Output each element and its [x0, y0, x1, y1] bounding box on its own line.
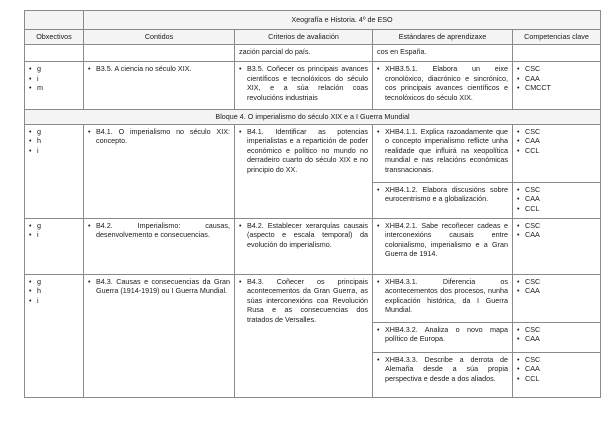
- competencia-item: • CSC: [517, 355, 596, 365]
- criterio-text: • B4.1. Identificar as potencias imperialistas e a repartición de poder económico e político no mundo no derradeiro cuarto do século XIX e no principio do XX.: [239, 127, 368, 175]
- obxectivo-item: • g: [29, 221, 79, 231]
- continuation-criterio: zación parcial do país.: [235, 45, 373, 62]
- table-row: [25, 218, 601, 274]
- table-row: [25, 62, 601, 110]
- obxectivos-cell: [25, 62, 84, 110]
- competencia-list: [517, 325, 596, 344]
- competencias-cell: [513, 322, 601, 352]
- competencia-item: • CAA: [517, 286, 596, 296]
- estandar-cell: [373, 182, 513, 218]
- estandar-text: • XHB4.1.2. Elabora discusións sobre eurocentrismo e a globalización.: [377, 185, 508, 204]
- criterio-cell: [235, 124, 373, 218]
- column-header-estandares: Estándares de aprendizaxe: [373, 30, 513, 45]
- contido-text: • B3.5. A ciencia no século XIX.: [88, 64, 230, 74]
- competencia-item: • CSC: [517, 277, 596, 287]
- obxectivos-cell: [25, 218, 84, 274]
- competencias-cell: [513, 62, 601, 110]
- competencias-cell: [513, 352, 601, 397]
- estandar-cell: [373, 62, 513, 110]
- obxectivo-list: [29, 64, 79, 93]
- criterio-cell: [235, 274, 373, 397]
- column-header-competencias: Competencias clave: [513, 30, 601, 45]
- block-header-row: [25, 110, 601, 125]
- column-header-contidos: Contidos: [84, 30, 235, 45]
- competencia-item: • CCL: [517, 374, 596, 384]
- obxectivo-item: • m: [29, 83, 79, 93]
- competencia-item: • CAA: [517, 194, 596, 204]
- curriculum-table: [24, 10, 601, 398]
- competencia-item: • CSC: [517, 221, 596, 231]
- competencia-item: • CAA: [517, 334, 596, 344]
- competencia-list: [517, 185, 596, 214]
- contido-cell: [84, 274, 235, 397]
- continuation-row: [25, 45, 601, 62]
- competencias-cell: [513, 182, 601, 218]
- competencia-item: • CMCCT: [517, 83, 596, 93]
- obxectivo-item: • h: [29, 136, 79, 146]
- continuation-obxectivos: [25, 45, 84, 62]
- obxectivos-cell: [25, 124, 84, 218]
- continuation-contido: [84, 45, 235, 62]
- estandar-text: • XHB4.3.2. Analiza o novo mapa político de Europa.: [377, 325, 508, 344]
- column-header-criterios: Criterios de avaliación: [235, 30, 373, 45]
- contido-cell: [84, 218, 235, 274]
- obxectivo-item: • i: [29, 146, 79, 156]
- estandar-cell: [373, 218, 513, 274]
- contido-text: • B4.3. Causas e consecuencias da Gran Guerra (1914-1919) ou I Guerra Mundial.: [88, 277, 230, 296]
- continuation-estandar: cos en España.: [373, 45, 513, 62]
- estandar-cell: [373, 322, 513, 352]
- table-row: [25, 124, 601, 182]
- criterio-text: • B4.2. Establecer xerarquías causais (aspecto e escala temporal) da evolución do imperialismo.: [239, 221, 368, 250]
- competencia-list: [517, 64, 596, 93]
- obxectivo-item: • g: [29, 277, 79, 287]
- competencia-list: [517, 277, 596, 296]
- column-header-obxectivos: Obxectivos: [25, 30, 84, 45]
- competencia-item: • CCL: [517, 146, 596, 156]
- criterio-text: • B3.5. Coñecer os principais avances científicos e tecnolóxicos do século XIX, e a súa relación coas revolucións industriais: [239, 64, 368, 102]
- competencia-item: • CSC: [517, 64, 596, 74]
- estandar-text: • XHB4.1.1. Explica razoadamente que o concepto imperialismo reflicte unha realidade que influirá na xeopolítica mundial e nas relacións económicas transnacionais.: [377, 127, 508, 175]
- obxectivo-item: • i: [29, 74, 79, 84]
- criterio-text: • B4.3. Coñecer os principais acontecementos da Gran Guerra, as súas interconexións coa Revolución Rusa e as consecuencias dos tratados de Versalles.: [239, 277, 368, 325]
- header-corner: [25, 11, 84, 30]
- criterio-cell: [235, 62, 373, 110]
- obxectivo-item: • h: [29, 286, 79, 296]
- obxectivo-list: [29, 221, 79, 240]
- estandar-text: • XHB4.2.1. Sabe recoñecer cadeas e interconexións causais entre colonialismo, imperialismo e a Gran Guerra de 1914.: [377, 221, 508, 259]
- criterio-cell: [235, 218, 373, 274]
- table-title: Xeografía e Historia. 4º de ESO: [84, 11, 601, 30]
- competencia-item: • CSC: [517, 185, 596, 195]
- contido-cell: [84, 124, 235, 218]
- competencias-cell: [513, 274, 601, 322]
- competencia-item: • CAA: [517, 136, 596, 146]
- contido-text: • B4.1. O imperialismo no século XIX: concepto.: [88, 127, 230, 146]
- obxectivos-cell: [25, 274, 84, 397]
- block-title: Bloque 4. O imperialismo do século XIX e a I Guerra Mundial: [25, 110, 601, 125]
- obxectivo-item: • g: [29, 127, 79, 137]
- competencia-list: [517, 221, 596, 240]
- competencia-list: [517, 127, 596, 156]
- estandar-text: • XHB4.3.1. Diferencia os acontecementos dos procesos, nunha explicación histórica, da I Guerra Mundial.: [377, 277, 508, 315]
- competencia-list: [517, 355, 596, 384]
- competencia-item: • CSC: [517, 325, 596, 335]
- obxectivo-item: • i: [29, 296, 79, 306]
- competencia-item: • CAA: [517, 230, 596, 240]
- obxectivo-item: • i: [29, 230, 79, 240]
- competencias-cell: [513, 218, 601, 274]
- obxectivo-list: [29, 127, 79, 156]
- estandar-cell: [373, 124, 513, 182]
- contido-text: • B4.2. Imperialismo: causas, desenvolvemento e consecuencias.: [88, 221, 230, 240]
- competencia-item: • CSC: [517, 127, 596, 137]
- estandar-cell: [373, 274, 513, 322]
- competencia-item: • CCL: [517, 204, 596, 214]
- obxectivo-list: [29, 277, 79, 306]
- estandar-text: • XHB4.3.3. Describe a derrota de Alemaña desde a súa propia perspectiva e desde a dos aliados.: [377, 355, 508, 384]
- estandar-cell: [373, 352, 513, 397]
- estandar-text: • XHB3.5.1. Elabora un eixe cronolóxico, diacrónico e sincrónico, cos principais avances científicos e tecnolóxicos do século XIX.: [377, 64, 508, 102]
- competencia-item: • CAA: [517, 74, 596, 84]
- competencia-item: • CAA: [517, 364, 596, 374]
- contido-cell: [84, 62, 235, 110]
- obxectivo-item: • g: [29, 64, 79, 74]
- continuation-competencias: [513, 45, 601, 62]
- competencias-cell: [513, 124, 601, 182]
- table-row: [25, 274, 601, 322]
